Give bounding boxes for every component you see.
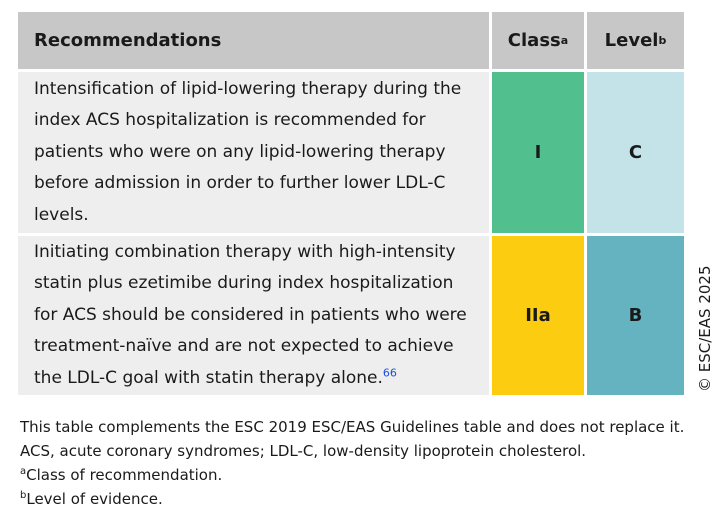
header-class: Class a bbox=[492, 12, 587, 69]
footnote-a: $^a$Class of recommendation. bbox=[20, 466, 223, 484]
recommendation-text: Intensification of lipid-lowering therapy during the index ACS hospitalization is recommended for patients who were on any lipid-lowering therapy before admission in order to further lower LDL-C levels. bbox=[18, 72, 492, 233]
reference-link[interactable]: 66 bbox=[382, 366, 397, 380]
class-value: I bbox=[534, 142, 542, 163]
table-footnotes bbox=[20, 415, 690, 511]
level-cell bbox=[587, 236, 684, 395]
level-value: C bbox=[628, 142, 643, 163]
recommendations-table bbox=[18, 12, 684, 398]
recommendation-text: Initiating combination therapy with high-intensity statin plus ezetimibe during index hospitalization for ACS should be considered in patients who were treatment-naïve and are not expected to achieve the LDL-C goal with statin therapy alone.$^{66}$ bbox=[18, 236, 492, 395]
class-cell bbox=[492, 236, 587, 395]
copyright-notice: © ESC/EAS 2025 bbox=[696, 265, 714, 392]
level-cell bbox=[587, 72, 684, 233]
table-row bbox=[18, 72, 684, 236]
level-value: B bbox=[628, 305, 643, 326]
class-cell bbox=[492, 72, 587, 233]
table-header bbox=[18, 12, 684, 72]
footnote-abbreviations: ACS, acute coronary syndromes; LDL-C, low-density lipoprotein cholesterol. bbox=[20, 442, 587, 460]
table-row bbox=[18, 236, 684, 398]
header-level: Level b bbox=[604, 30, 667, 51]
footnote-b: $^b$Level of evidence. bbox=[20, 490, 163, 508]
class-value: IIa bbox=[525, 305, 551, 326]
footnote-note: This table complements the ESC 2019 ESC/EAS Guidelines table and does not replace it. bbox=[20, 418, 685, 436]
header-recommendations: Recommendations bbox=[18, 12, 492, 69]
